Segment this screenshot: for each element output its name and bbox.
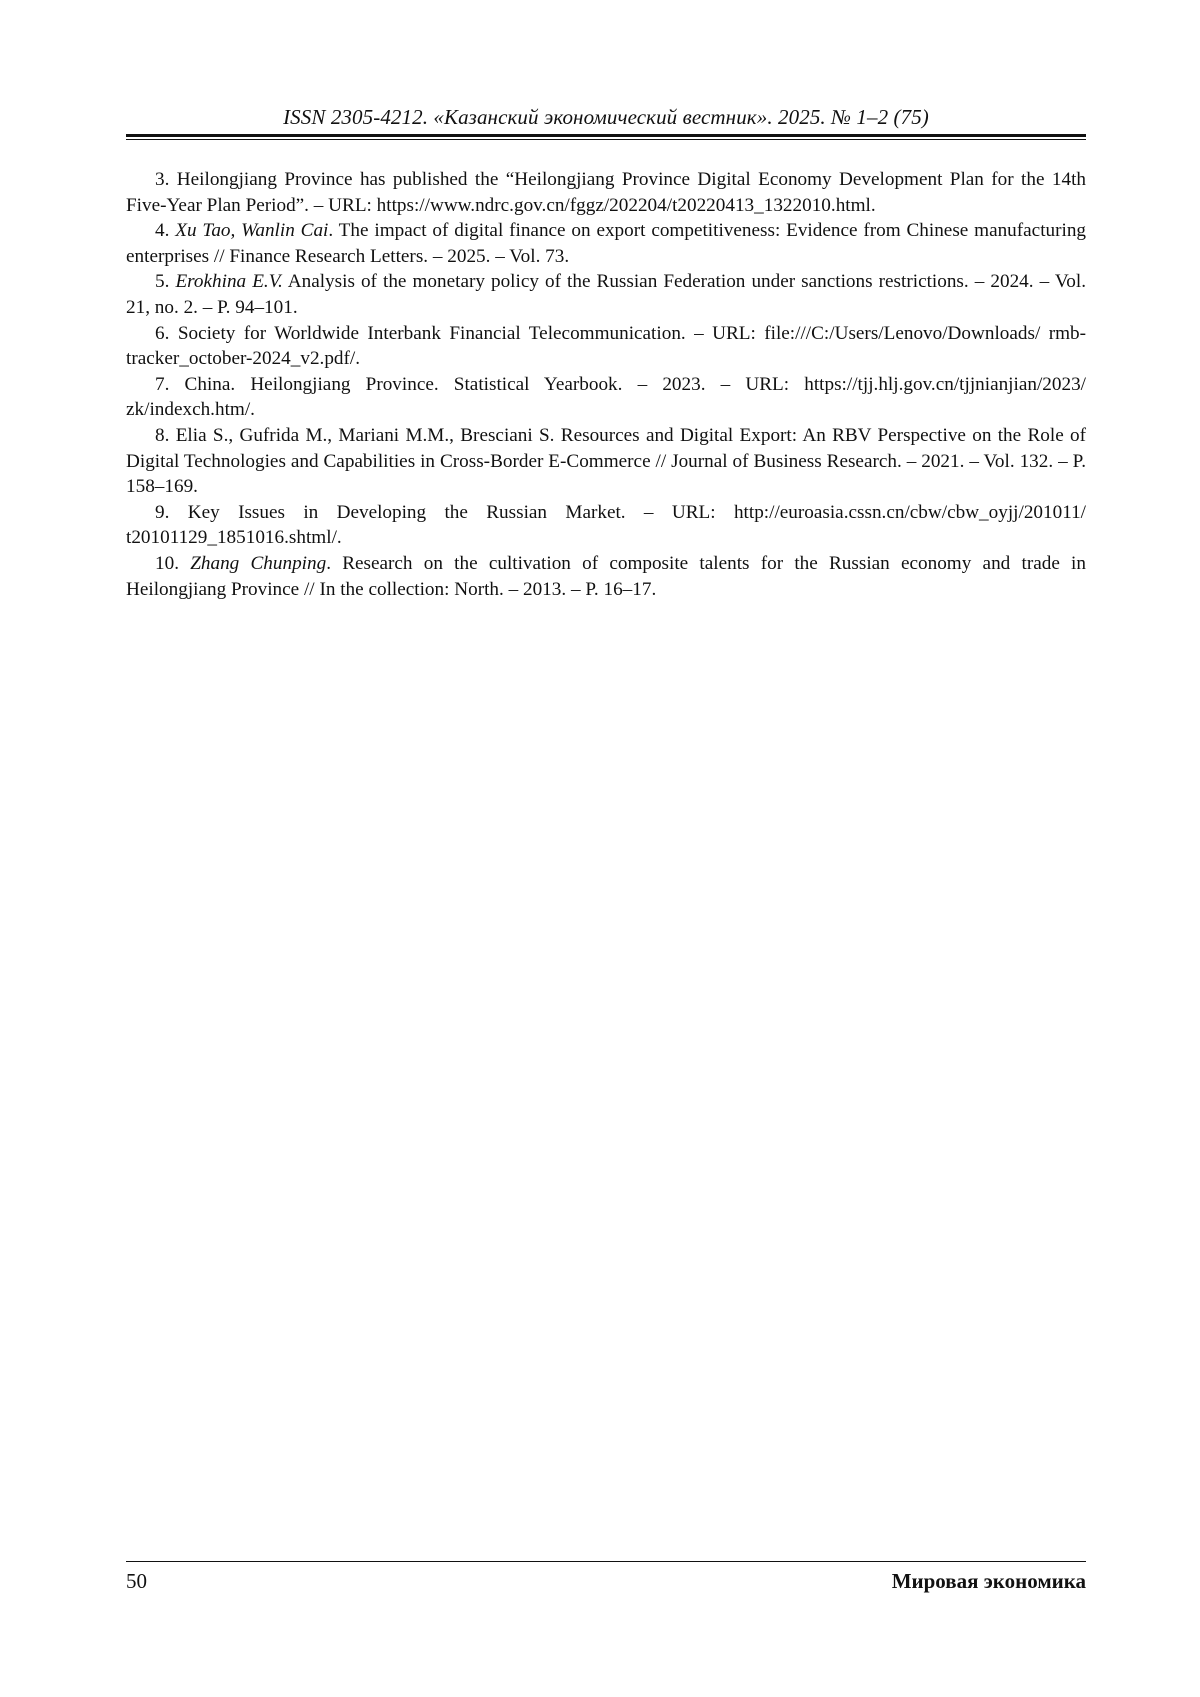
reference-number: 3. xyxy=(155,169,170,190)
reference-item xyxy=(126,167,1086,218)
reference-text: Heilongjiang Province has published the “Heilongjiang Province Digital Economy Development Plan for the 14th Five-Year Plan Period”. – URL: https://www.ndrc.gov.cn/fggz/202204/t20220413_1322010.html. xyxy=(126,169,1086,216)
reference-item xyxy=(126,372,1086,423)
header-rule-thick xyxy=(126,134,1086,137)
reference-text: China. Heilongjiang Province. Statistical Yearbook. – 2023. – URL: https://tjj.hlj.gov.cn/tjjnianjian/2023/ zk/indexch.htm/. xyxy=(126,373,1086,421)
reference-item xyxy=(126,500,1086,551)
reference-number: 10. xyxy=(155,552,179,574)
reference-text: Elia S., Gufrida M., Mariani M.M., Bresciani S. Resources and Digital Export: An RBV Perspective on the Role of Digital Technologies and Capabilities in Cross-Border E-Commerce // Journal of Business Research. – 2021. – Vol. 132. – P. 158–169. xyxy=(126,424,1086,498)
reference-item xyxy=(126,218,1086,269)
reference-number: 7. xyxy=(155,373,170,395)
reference-item xyxy=(126,551,1086,602)
reference-item xyxy=(126,321,1086,372)
journal-header: ISSN 2305-4212. «Казанский экономический вестник». 2025. № 1–2 (75) xyxy=(283,105,929,129)
reference-number: 5. xyxy=(155,271,170,293)
header-rule-thin xyxy=(126,139,1086,140)
footer-rule xyxy=(126,1561,1086,1562)
section-title: Мировая экономика xyxy=(891,1569,1086,1593)
reference-text: . Research on the cultivation of composite talents for the Russian economy and trade in Heilongjiang Province // In the collection: North. – 2013. – P. 16–17. xyxy=(126,552,1086,600)
page-number: 50 xyxy=(126,1569,147,1593)
reference-number: 4. xyxy=(155,220,170,242)
reference-item xyxy=(126,423,1086,500)
reference-authors: Zhang Chunping xyxy=(190,552,327,574)
reference-text: Society for Worldwide Interbank Financial Telecommunication. – URL: file:///C:/Users/Lenovo/Downloads/ rmb-tracker_october-2024_v2.pdf/. xyxy=(126,322,1087,370)
reference-number: 6. xyxy=(155,322,170,344)
reference-text: . The impact of digital finance on export competitiveness: Evidence from Chinese manufacturing enterprises // Finance Research Letters. – 2025. – Vol. 73. xyxy=(126,220,1087,267)
reference-authors: Erokhina E.V. xyxy=(175,271,283,293)
reference-number: 9. xyxy=(155,501,170,523)
reference-number: 8. xyxy=(155,424,170,446)
reference-list xyxy=(126,167,1086,602)
reference-text: Analysis of the monetary policy of the Russian Federation under sanctions restrictions. – 2024. – Vol. 21, no. 2. – P. 94–101. xyxy=(126,271,1087,318)
reference-item xyxy=(126,269,1086,320)
reference-text: Key Issues in Developing the Russian Market. – URL: http://euroasia.cssn.cn/cbw/cbw_oyjj/201011/ t20101129_1851016.shtml/. xyxy=(126,501,1087,549)
reference-authors: Xu Tao, Wanlin Cai xyxy=(175,220,329,242)
